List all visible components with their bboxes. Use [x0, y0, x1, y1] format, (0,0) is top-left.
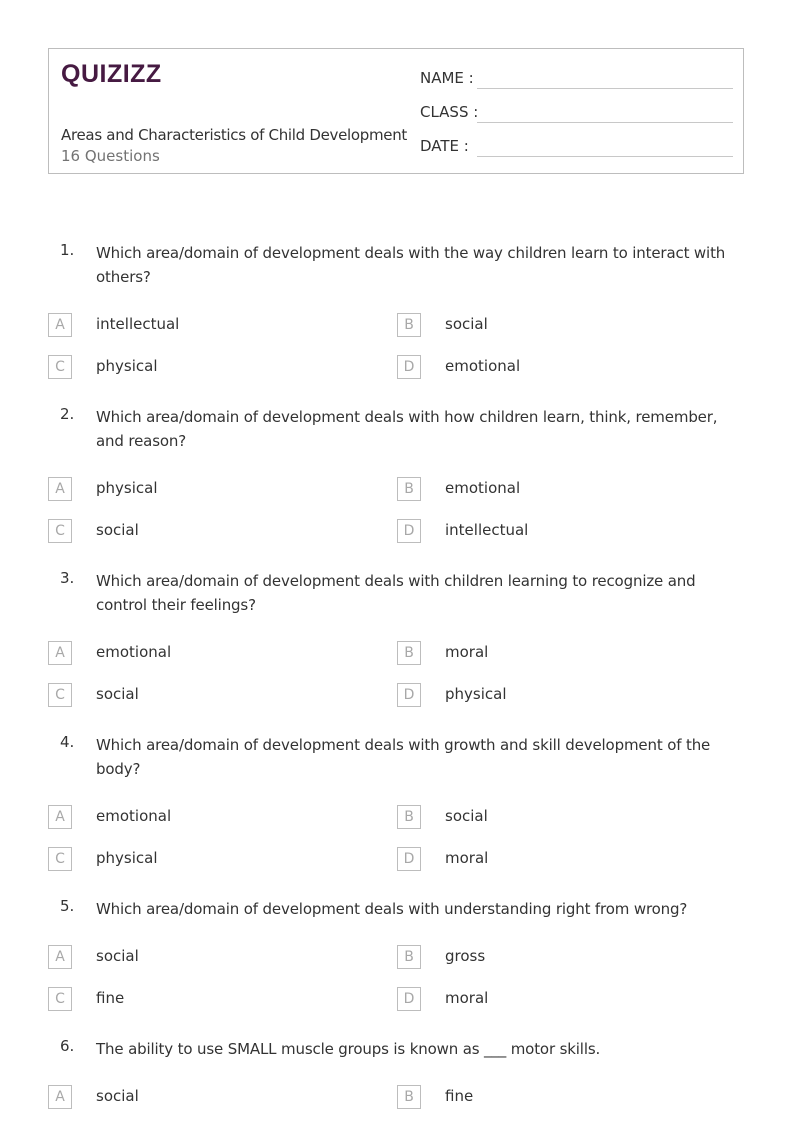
option-text: gross — [445, 947, 486, 965]
option-letter-box: A — [48, 805, 72, 829]
question-number: 4. — [60, 733, 75, 751]
option-letter-box: C — [48, 519, 72, 543]
option-letter-box: D — [397, 355, 421, 379]
option-letter-box: C — [48, 987, 72, 1011]
option-text: intellectual — [96, 315, 180, 333]
option-text: social — [445, 315, 488, 333]
option-letter-box: C — [48, 847, 72, 871]
option-letter-box: A — [48, 945, 72, 969]
option-text: intellectual — [445, 521, 529, 539]
option-text: emotional — [445, 479, 521, 497]
option-letter-box: B — [397, 313, 421, 337]
option-letter-box: B — [397, 1085, 421, 1109]
question-text: Which area/domain of development deals with understanding right from wrong? — [96, 900, 688, 918]
option-letter-box: B — [397, 945, 421, 969]
option-letter-box: A — [48, 477, 72, 501]
option-text: moral — [445, 849, 489, 867]
option-text: fine — [445, 1087, 474, 1105]
quizizz-logo: QUIZIZZ — [61, 60, 162, 88]
class-write-line — [477, 122, 733, 123]
name-write-line — [477, 88, 733, 89]
option-text: emotional — [96, 807, 172, 825]
date-field — [420, 137, 733, 157]
question-count: 16 Questions — [61, 147, 160, 165]
date-label: DATE : — [420, 137, 469, 155]
question-number: 5. — [60, 897, 75, 915]
option-letter-box: C — [48, 683, 72, 707]
question-number: 2. — [60, 405, 75, 423]
option-letter-box: D — [397, 519, 421, 543]
option-letter-box: D — [397, 987, 421, 1011]
question-text: The ability to use SMALL muscle groups is known as ___ motor skills. — [96, 1040, 601, 1058]
option-letter-box: C — [48, 355, 72, 379]
class-label: CLASS : — [420, 103, 479, 121]
option-text: physical — [96, 479, 158, 497]
date-write-line — [477, 156, 733, 157]
option-text: social — [96, 947, 139, 965]
worksheet-title: Areas and Characteristics of Child Development — [61, 126, 408, 144]
option-text: emotional — [96, 643, 172, 661]
option-text: fine — [96, 989, 125, 1007]
option-text: physical — [96, 357, 158, 375]
question-number: 3. — [60, 569, 75, 587]
option-letter-box: A — [48, 641, 72, 665]
option-letter-box: B — [397, 805, 421, 829]
question-number: 1. — [60, 241, 75, 259]
option-text: social — [96, 521, 139, 539]
question-number: 6. — [60, 1037, 75, 1055]
question-text: Which area/domain of development deals with children learning to recognize and control their feelings? — [96, 572, 696, 614]
option-letter-box: B — [397, 641, 421, 665]
option-text: physical — [96, 849, 158, 867]
option-text: moral — [445, 643, 489, 661]
option-letter-box: A — [48, 1085, 72, 1109]
question-text: Which area/domain of development deals with the way children learn to interact with others? — [96, 244, 726, 286]
option-text: social — [445, 807, 488, 825]
question-text: Which area/domain of development deals with how children learn, think, remember, and reason? — [96, 408, 718, 450]
option-text: social — [96, 1087, 139, 1105]
option-letter-box: D — [397, 683, 421, 707]
option-letter-box: B — [397, 477, 421, 501]
name-label: NAME : — [420, 69, 474, 87]
option-letter-box: D — [397, 847, 421, 871]
option-text: emotional — [445, 357, 521, 375]
question-text: Which area/domain of development deals with growth and skill development of the body? — [96, 736, 711, 778]
name-field — [420, 69, 733, 89]
option-letter-box: A — [48, 313, 72, 337]
option-text: physical — [445, 685, 507, 703]
option-text: moral — [445, 989, 489, 1007]
class-field — [420, 103, 733, 123]
worksheet-header — [48, 48, 744, 174]
option-text: social — [96, 685, 139, 703]
